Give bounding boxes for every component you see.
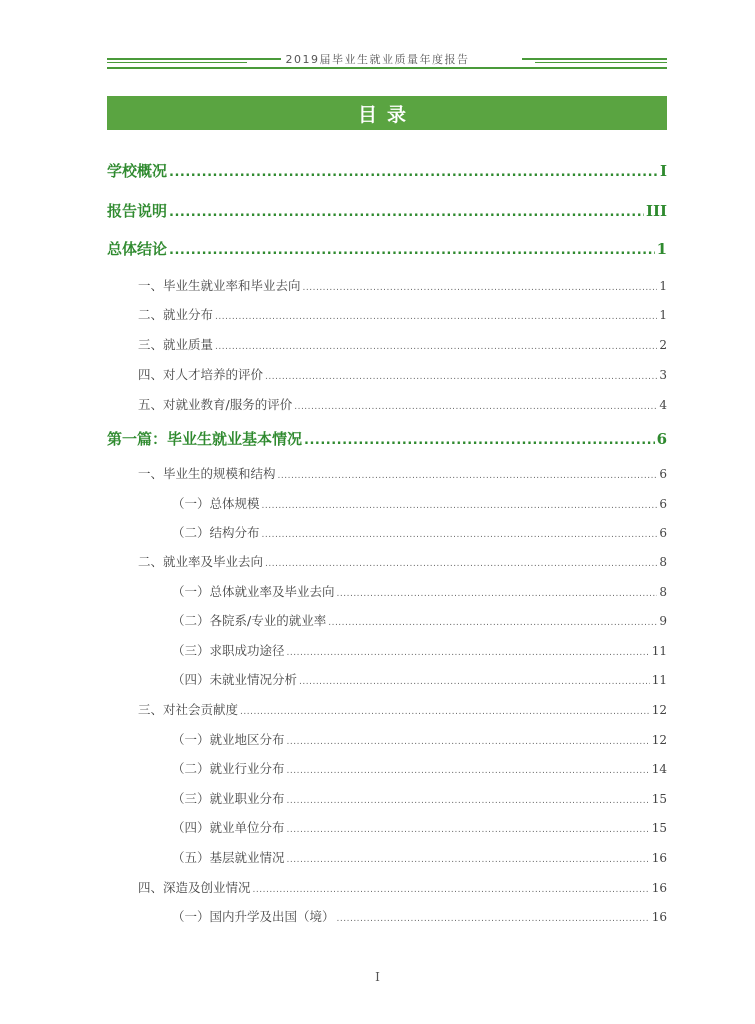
- toc-entry[interactable]: [107, 200, 667, 224]
- toc-leader: [262, 501, 658, 511]
- toc-leader: [278, 471, 658, 481]
- toc-entry-label: （三）就业职业分布: [172, 791, 285, 806]
- toc-entry-page: III: [645, 202, 667, 220]
- header-title: 2019届毕业生就业质量年度报告: [285, 53, 470, 66]
- toc-leader: [169, 205, 644, 220]
- toc-entry-label: 一、毕业生就业率和毕业去向: [138, 278, 301, 293]
- toc-leader: [337, 589, 658, 599]
- toc-leader: [337, 914, 650, 924]
- toc-entry-page: 6: [656, 430, 667, 448]
- toc-entry[interactable]: [172, 759, 667, 779]
- toc-entry-label: （五）基层就业情况: [172, 850, 285, 865]
- toc-entry-label: 学校概况: [107, 162, 168, 180]
- toc-leader: [253, 885, 650, 895]
- toc-leader: [240, 707, 650, 717]
- toc-entry-label: 三、就业质量: [138, 337, 214, 352]
- toc-entry-label: 一、毕业生的规模和结构: [138, 466, 276, 481]
- toc-entry[interactable]: [172, 494, 667, 514]
- toc-entry[interactable]: [107, 428, 667, 452]
- toc-entry-label: （四）未就业情况分析: [172, 672, 298, 687]
- toc-entry-label: （二）就业行业分布: [172, 761, 285, 776]
- toc-entry-page: I: [659, 162, 667, 180]
- toc-leader: [265, 372, 657, 382]
- toc-entry-page: 6: [659, 526, 667, 540]
- toc-entry[interactable]: [172, 582, 667, 602]
- toc-entry-page: 1: [659, 279, 667, 293]
- toc-entry[interactable]: [172, 818, 667, 838]
- toc-entry[interactable]: [172, 670, 667, 690]
- toc-entry-page: 15: [651, 792, 667, 806]
- toc-leader: [287, 737, 650, 747]
- toc-entry-label: （三）求职成功途径: [172, 643, 285, 658]
- toc-entry[interactable]: [172, 611, 667, 631]
- toc-entry-page: 6: [659, 467, 667, 481]
- toc-leader: [265, 559, 657, 569]
- toc-entry-label: 三、对社会贡献度: [138, 702, 239, 717]
- toc-entry-label: （一）总体规模: [172, 496, 260, 511]
- toc-entry-page: 11: [651, 673, 667, 687]
- toc-entry-label: 四、对人才培养的评价: [138, 367, 264, 382]
- toc-leader: [294, 402, 657, 412]
- toc-entry[interactable]: [172, 848, 667, 868]
- toc-leader: [287, 766, 650, 776]
- toc-entry[interactable]: [172, 641, 667, 661]
- toc-leader: [287, 796, 650, 806]
- toc-entry[interactable]: [172, 523, 667, 543]
- toc-entry-label: 第一篇：毕业生就业基本情况: [107, 430, 303, 448]
- toc-entry-page: 1: [659, 308, 667, 322]
- toc-entry[interactable]: [138, 276, 667, 296]
- toc-entry-page: 16: [651, 851, 667, 865]
- toc-leader: [262, 530, 658, 540]
- toc-entry-label: 二、就业率及毕业去向: [138, 554, 264, 569]
- toc-entry[interactable]: [172, 907, 667, 927]
- toc-leader: [287, 648, 650, 658]
- toc-leader: [287, 855, 650, 865]
- toc-leader: [303, 283, 658, 293]
- toc-entry[interactable]: [138, 305, 667, 325]
- toc-entry[interactable]: [107, 160, 667, 184]
- toc-entry-page: 3: [659, 368, 667, 382]
- toc-entry[interactable]: [138, 552, 667, 572]
- toc-entry-page: 11: [651, 644, 667, 658]
- toc-entry-page: 1: [656, 240, 667, 258]
- toc-entry-label: （二）各院系/专业的就业率: [172, 613, 327, 628]
- toc-entry-page: 8: [659, 585, 667, 599]
- toc-entry[interactable]: [172, 730, 667, 750]
- toc-leader: [328, 618, 657, 628]
- toc-entry-label: （四）就业单位分布: [172, 820, 285, 835]
- toc-entry[interactable]: [138, 395, 667, 415]
- toc-leader: [287, 825, 650, 835]
- toc-entry-label: 报告说明: [107, 202, 168, 220]
- toc-entry[interactable]: [138, 365, 667, 385]
- toc-entry-page: 9: [659, 614, 667, 628]
- toc-entry[interactable]: [138, 700, 667, 720]
- toc-entry-label: （二）结构分布: [172, 525, 260, 540]
- toc-leader: [304, 433, 655, 448]
- toc-entry-label: 四、深造及创业情况: [138, 880, 251, 895]
- toc-entry[interactable]: [172, 789, 667, 809]
- toc-entry-label: （一）国内升学及出国（境）: [172, 909, 335, 924]
- toc-entry-page: 15: [651, 821, 667, 835]
- toc-entry-page: 12: [651, 703, 667, 717]
- toc-entry-page: 14: [651, 762, 667, 776]
- toc-entry-page: 6: [659, 497, 667, 511]
- toc-leader: [169, 165, 658, 180]
- toc-leader: [169, 243, 655, 258]
- toc-entry-page: 2: [659, 338, 667, 352]
- toc-entry-label: 二、就业分布: [138, 307, 214, 322]
- toc-entry-label: （一）就业地区分布: [172, 732, 285, 747]
- toc-entry-page: 16: [651, 910, 667, 924]
- toc-entry-label: （一）总体就业率及毕业去向: [172, 584, 335, 599]
- toc-entry-label: 五、对就业教育/服务的评价: [138, 397, 293, 412]
- toc-entry-page: 4: [659, 398, 667, 412]
- toc-entry-label: 总体结论: [107, 240, 168, 258]
- toc-entry-page: 16: [651, 881, 667, 895]
- page-number: I: [375, 970, 380, 984]
- toc-entry[interactable]: [107, 238, 667, 262]
- toc-title: 目录: [357, 103, 416, 126]
- toc-entry-page: 8: [659, 555, 667, 569]
- toc-entry-page: 12: [651, 733, 667, 747]
- toc-entry[interactable]: [138, 335, 667, 355]
- toc-leader: [215, 342, 657, 352]
- toc-entry[interactable]: [138, 878, 667, 898]
- toc-leader: [299, 677, 650, 687]
- toc-leader: [215, 312, 657, 322]
- toc-entry[interactable]: [138, 464, 667, 484]
